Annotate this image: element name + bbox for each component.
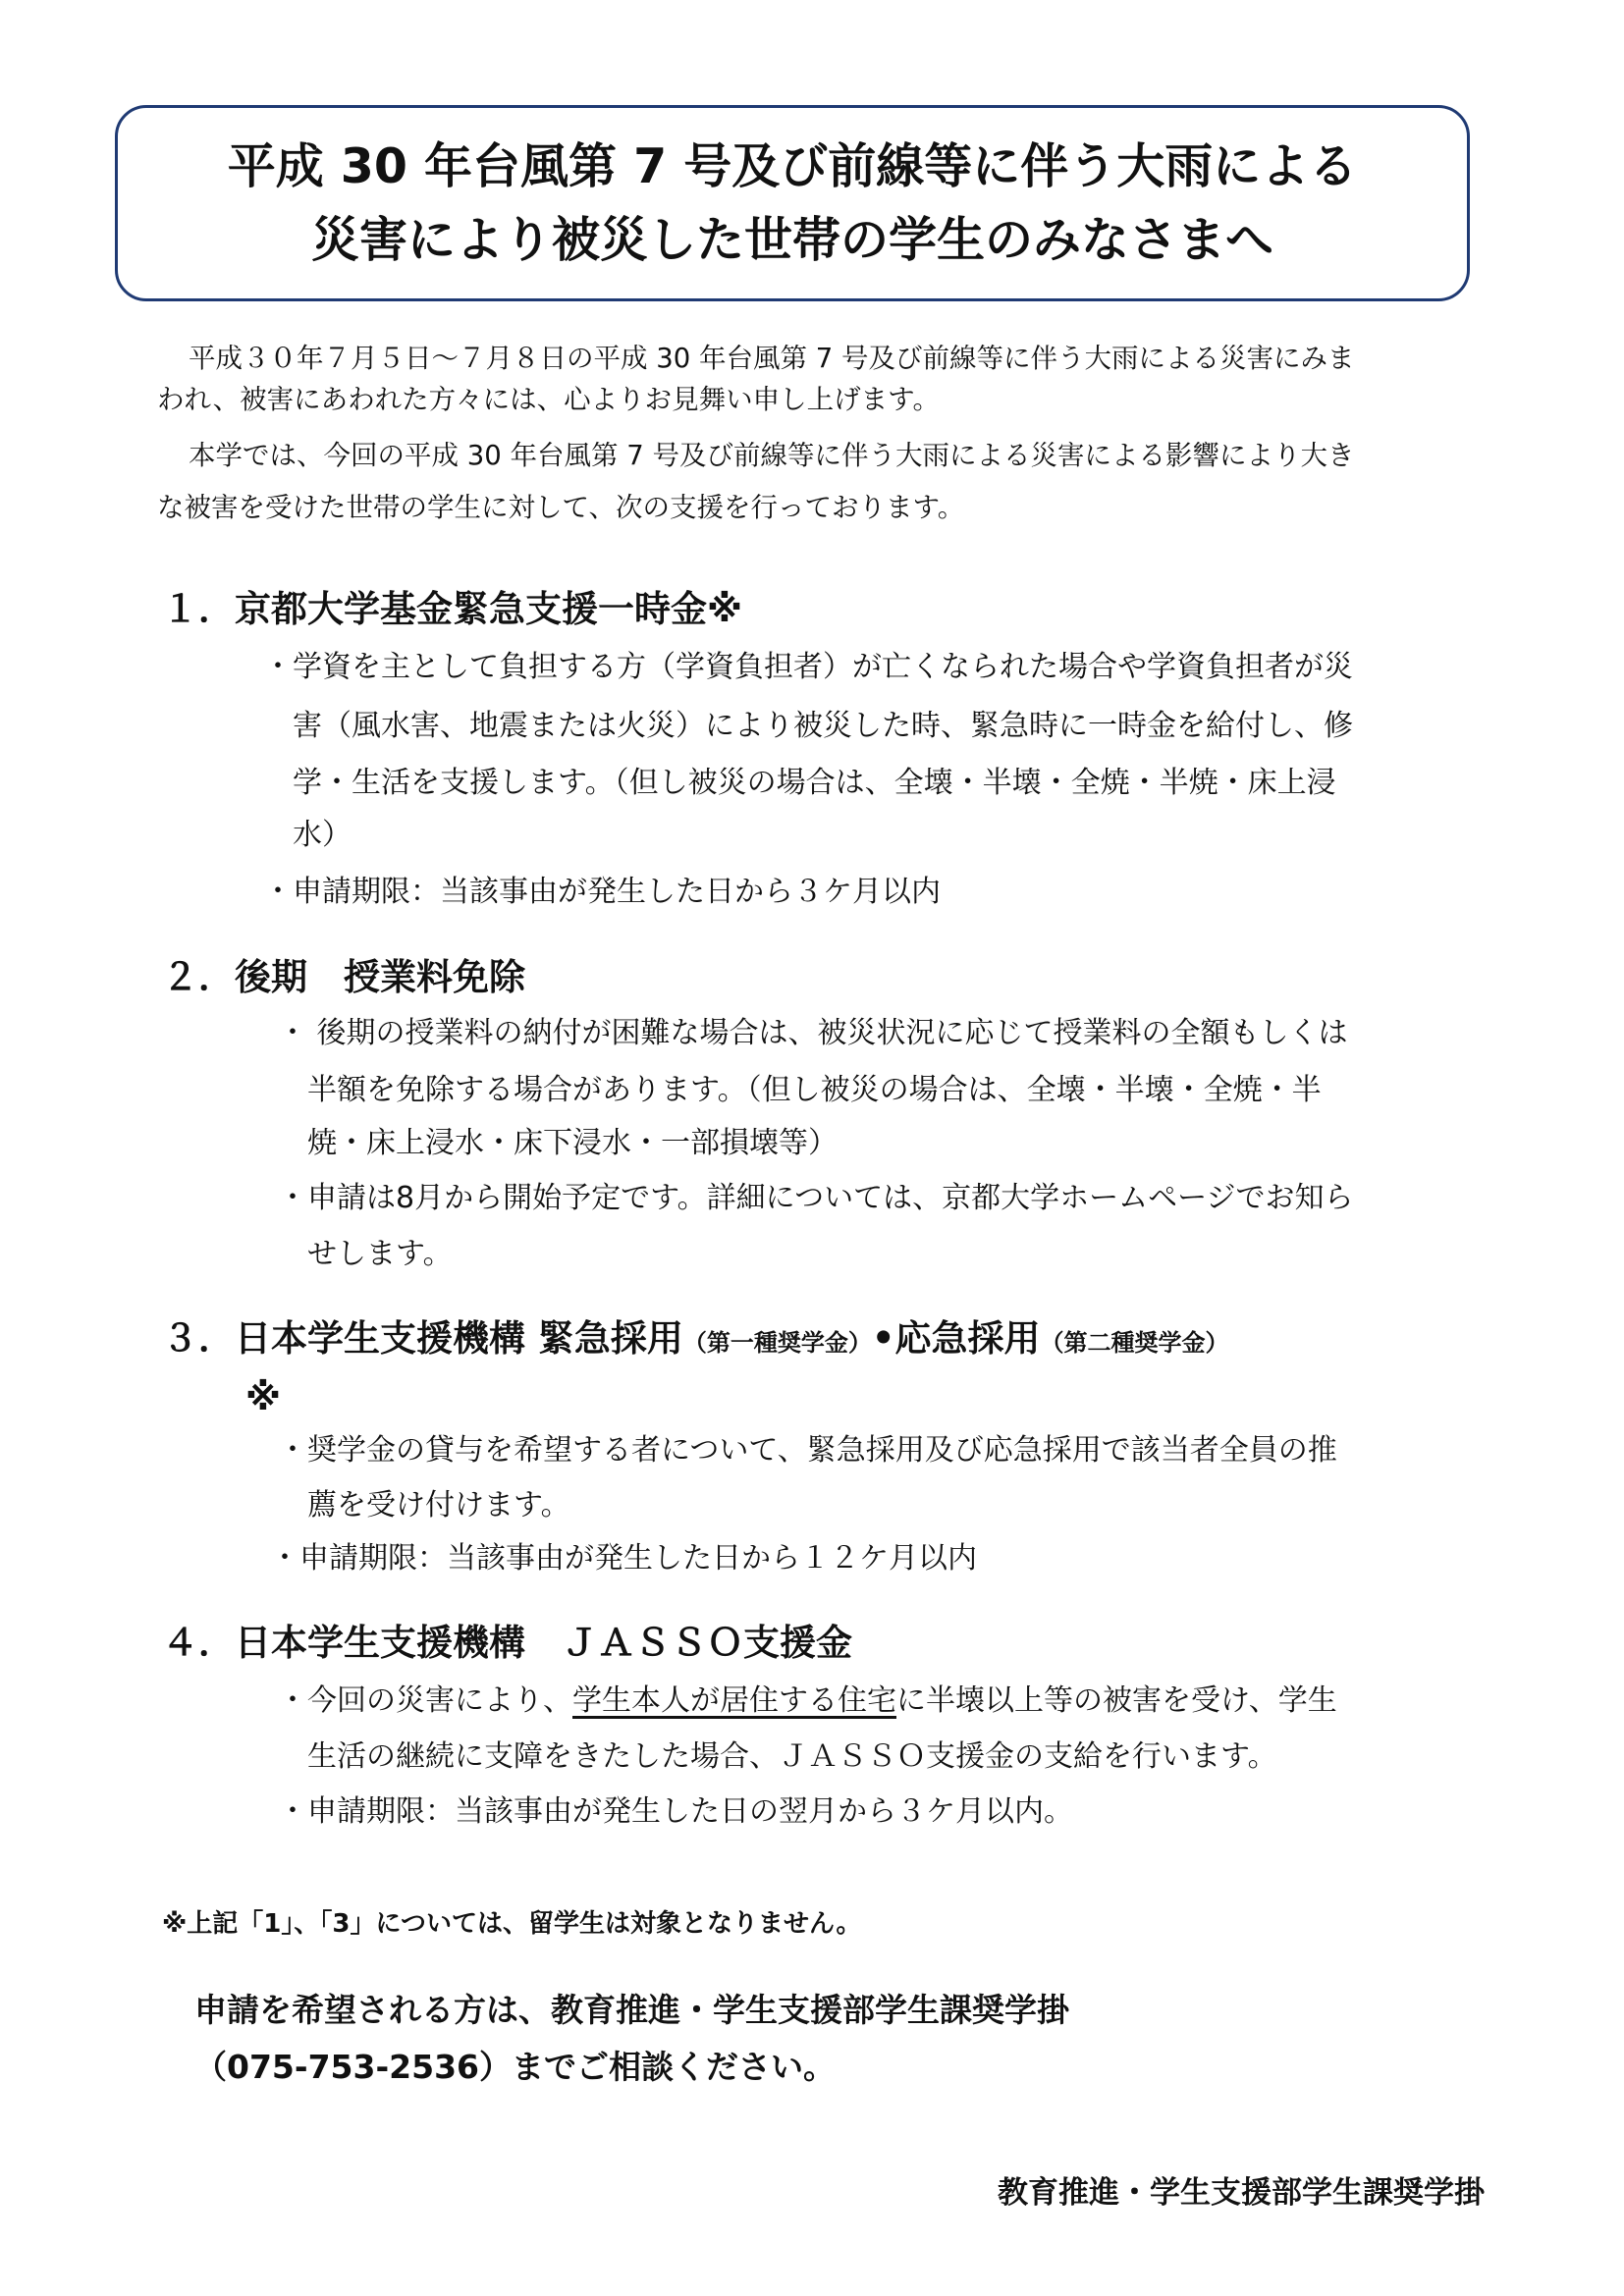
section-1-heading: １．京都大学基金緊急支援一時金※ bbox=[162, 588, 742, 630]
page-title-line-1: 平成 30 年台風第 7 号及び前線等に伴う大雨による bbox=[227, 138, 1358, 194]
contact-line-1: 申請を希望される方は、教育推進・学生支援部学生課奨学掛 bbox=[194, 1991, 1069, 2029]
intro-line-1: 平成３０年７月５日～７月８日の平成 30 年台風第 7 号及び前線等に伴う大雨による災害にみま bbox=[189, 343, 1355, 374]
section-2-bullet-1-line-3: 焼・床上浸水・床下浸水・一部損壊等） bbox=[307, 1126, 838, 1160]
section-3-heading-main-2: •応急採用 bbox=[871, 1317, 1041, 1360]
section-1-bullet-2: ・申請期限：当該事由が発生した日から３ケ月以内 bbox=[263, 875, 941, 909]
intro-line-4: な被害を受けた世帯の学生に対して、次の支援を行っております。 bbox=[157, 492, 965, 523]
intro-line-2: われ、被害にあわれた方々には、心よりお見舞い申し上げます。 bbox=[157, 384, 940, 415]
section-3-heading-note-1: （第一種奨学金） bbox=[682, 1329, 872, 1357]
section-4-bullet-1-text-c: に半壊以上等の被害を受け、学生 bbox=[896, 1683, 1337, 1718]
section-3-bullet-1-line-1: ・奨学金の貸与を希望する者について、緊急採用及び応急採用で該当者全員の推 bbox=[278, 1433, 1337, 1468]
contact-line-2: （075-753-2536）までご相談ください。 bbox=[194, 2048, 837, 2086]
section-4-bullet-1-line-2: 生活の継続に支障をきたした場合、ＪＡＳＳＯ支援金の支給を行います。 bbox=[307, 1739, 1277, 1774]
foreign-student-note: ※上記「1」、「3」については、留学生は対象となりません。 bbox=[162, 1909, 862, 1939]
section-1-bullet-1-line-1: ・学資を主として負担する方（学資負担者）が亡くなられた場合や学資負担者が災 bbox=[263, 650, 1353, 684]
section-4-bullet-1-underlined: 学生本人が居住する住宅 bbox=[572, 1683, 896, 1718]
page-title-line-2: 災害により被災した世帯の学生のみなさまへ bbox=[310, 212, 1273, 268]
section-3-heading-mark: ※ bbox=[245, 1376, 281, 1418]
section-2-bullet-2-line-1: ・申請は8月から開始予定です。詳細については、京都大学ホームページでお知ら bbox=[278, 1181, 1354, 1215]
section-3-heading bbox=[162, 1315, 1229, 1366]
section-1-bullet-1-line-3: 学・生活を支援します。（但し被災の場合は、全壊・半壊・全焼・半焼・床上浸 bbox=[293, 766, 1336, 800]
title-box bbox=[115, 105, 1470, 301]
section-2-heading: ２．後期 授業料免除 bbox=[162, 956, 525, 998]
section-3-bullet-2: ・申請期限：当該事由が発生した日から１２ケ月以内 bbox=[270, 1541, 977, 1575]
intro-line-3: 本学では、今回の平成 30 年台風第 7 号及び前線等に伴う大雨による災害による影響により大き bbox=[189, 440, 1355, 471]
signature: 教育推進・学生支援部学生課奨学掛 bbox=[998, 2175, 1485, 2211]
section-4-bullet-2: ・申請期限：当該事由が発生した日の翌月から３ケ月以内。 bbox=[278, 1794, 1073, 1829]
section-3-bullet-1-line-2: 薦を受け付けます。 bbox=[307, 1488, 570, 1522]
section-2-bullet-1-line-2: 半額を免除する場合があります。（但し被災の場合は、全壊・半壊・全焼・半 bbox=[307, 1073, 1322, 1107]
section-4-bullet-1-text-a: ・今回の災害により、 bbox=[278, 1683, 572, 1718]
section-3-heading-main: ３．日本学生支援機構 緊急採用 bbox=[162, 1317, 683, 1360]
section-4-bullet-1-line-1 bbox=[278, 1674, 1337, 1729]
section-1-bullet-1-line-4: 水） bbox=[293, 818, 352, 852]
section-2-bullet-1-line-1: ・ 後期の授業料の納付が困難な場合は、被災状況に応じて授業料の全額もしくは bbox=[278, 1016, 1348, 1050]
section-1-bullet-1-line-2: 害（風水害、地震または火災）により被災した時、緊急時に一時金を給付し、修 bbox=[293, 709, 1353, 743]
section-3-heading-note-2: （第二種奨学金） bbox=[1040, 1329, 1229, 1357]
section-2-bullet-2-line-2: せします。 bbox=[307, 1237, 453, 1271]
section-4-heading: ４．日本学生支援機構 ＪＡＳＳＯ支援金 bbox=[162, 1622, 852, 1664]
